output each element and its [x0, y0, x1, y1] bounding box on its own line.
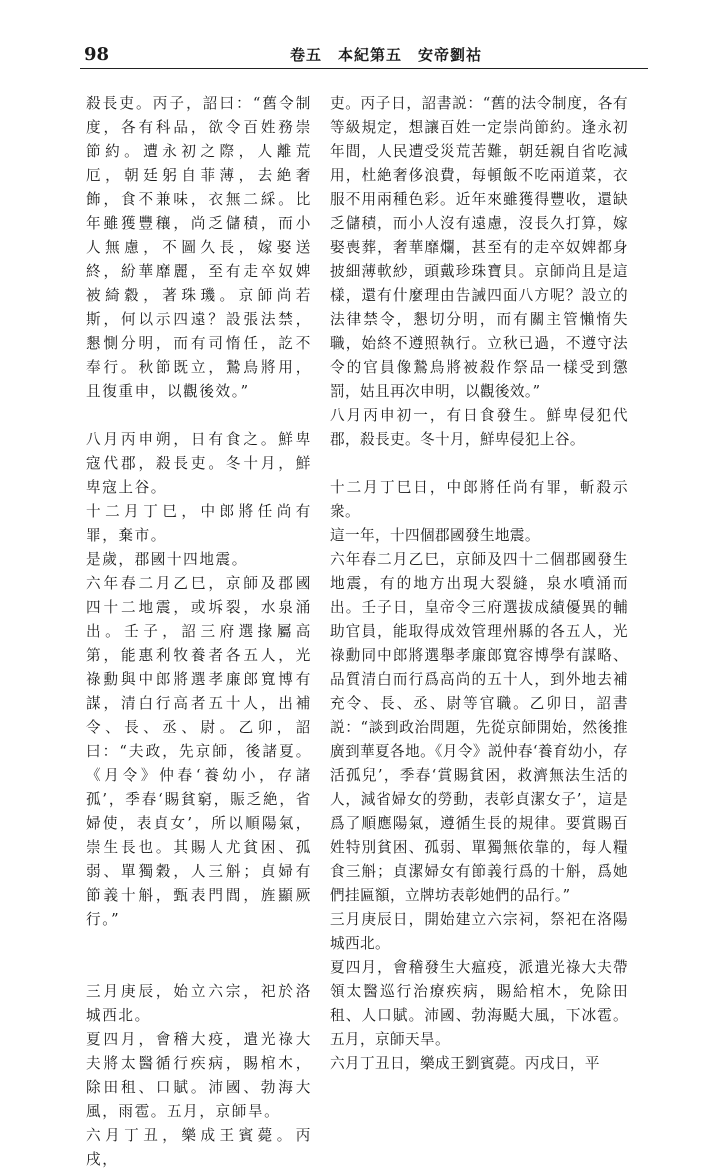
- header-rule: [80, 68, 648, 69]
- page-number: 98: [84, 44, 110, 65]
- page-header: [0, 0, 716, 65]
- paragraph: 十二月丁巳日，中郎將任尚有罪，斬殺示衆。: [330, 479, 628, 520]
- paragraph: 八月丙申初一，有日食發生。鮮卑侵犯代郡，殺長吏。冬十月，鮮卑侵犯上谷。: [330, 407, 628, 448]
- paragraph: 夏四月，會稽大疫，遣光祿大夫將太醫循行疾病，賜棺木，除田租、口賦。沛國、勃海大風，雨雹。五月，京師旱。: [86, 1031, 312, 1120]
- paragraph: 這一年，十四個郡國發生地震。: [330, 527, 540, 544]
- paragraph: 三月庚辰日，開始建立六宗祠，祭祀在洛陽城西北。: [330, 911, 628, 952]
- paragraph: 六年春二月乙巳，京師及郡國四十二地震，或坼裂，水泉涌出。壬子，詔三府選掾屬高第，能惠利牧養者各五人，光祿勳與中郎將選孝廉郎寬博有謀，清白行高者五十人，出補令、長、丞、尉。乙卯，詔曰：“夫政，先京師，後諸夏。《月令》仲春‘養幼小，存諸孤’，季春‘賜貧窮，賑乏絶，省婦使，表貞女’，所以順陽氣，崇生長也。其賜人尤貧困、孤弱、單獨穀，人三斛；貞婦有節義十斛，甄表門閭，旌顯厥行。”: [86, 575, 312, 928]
- paragraph: 六月丁丑日，樂成王劉賓薨。丙戌日，平: [330, 1055, 600, 1072]
- paragraph: 十二月丁巳，中郎將任尚有罪，棄市。: [86, 503, 312, 544]
- paragraph: 夏四月，會稽發生大瘟疫，派遣光祿大夫帶領太醫巡行治療疾病，賜給棺木，免除田租、人口賦。沛國、勃海颳大風，下冰雹。五月，京師天旱。: [330, 959, 628, 1048]
- paragraph: 殺長吏。丙子，詔曰：“舊令制度，各有科品，欲令百姓務崇節約。遭永初之際，人離荒厄，朝廷躬自菲薄，去絶奢飾，食不兼味，衣無二綵。比年雖獲豐穰，尚乏儲積，而小人無慮，不圖久長，嫁娶送終，紛華靡麗，至有走卒奴婢被綺縠，著珠璣。京師尚若斯，何以示四遠？設張法禁，懇惻分明，而有司惰任，訖不奉行。秋節既立，鷙鳥將用，且復重申，以觀後效。”: [86, 95, 312, 400]
- translation-column: [330, 92, 628, 1076]
- running-head: 卷五 本紀第五 安帝劉祜: [290, 46, 483, 64]
- paragraph: 八月丙申朔，日有食之。鮮卑寇代郡，殺長吏。冬十月，鮮卑寇上谷。: [86, 431, 312, 496]
- classical-text-column: [86, 92, 312, 1172]
- paragraph: 六年春二月乙巳，京師及四十二個郡國發生地震，有的地方出現大裂縫，泉水噴涌而出。壬子日，皇帝令三府選拔成績優異的輔助官員，能取得成效管理州縣的各五人，光祿勳同中郎將選舉孝廉郎寬容博學有謀略、品質清白而行爲高尚的五十人，到外地去補充令、長、丞、尉等官職。乙卯日，詔書説：“談到政治問題，先從京師開始，然後推廣到華夏各地。《月令》説仲春‘養育幼小，存活孤兒’，季春‘賞賜貧困，救濟無法生活的人，減省婦女的勞動，表彰貞潔女子’，這是爲了順應陽氣，遵循生長的規律。要賞賜百姓特別貧困、孤弱、單獨無依靠的，每人糧食三斛；貞潔婦女有節義行爲的十斛，爲她們挂匾額，立牌坊表彰她們的品行。”: [330, 551, 628, 904]
- paragraph: 三月庚辰，始立六宗，祀於洛城西北。: [86, 983, 312, 1024]
- paragraph: 是歲，郡國十四地震。: [86, 551, 248, 568]
- paragraph: 吏。丙子日，詔書説：“舊的法令制度，各有等級規定，想讓百姓一定崇尚節約。逢永初年間，人民遭受災荒苦難，朝廷親自省吃減用，杜絶奢侈浪費，每頓飯不吃兩道菜，衣服不用兩種色彩。近年來雖獲得豐收，還缺乏儲積，而小人沒有遠慮，沒長久打算，嫁娶喪葬，奢華靡爛，甚至有的走卒奴婢都身披細薄軟紗，頭戴珍珠寶貝。京師尚且是這樣，還有什麼理由告誡四面八方呢？設立的法律禁令，懇切分明，而有關主管懶惰失職，始終不遵照執行。立秋已過，不遵守法令的官員像鷙鳥將被殺作祭品一樣受到懲罰，姑且再次申明，以觀後效。”: [330, 95, 628, 400]
- paragraph: 六月丁丑，樂成王賓薨。丙戌，: [86, 1127, 312, 1168]
